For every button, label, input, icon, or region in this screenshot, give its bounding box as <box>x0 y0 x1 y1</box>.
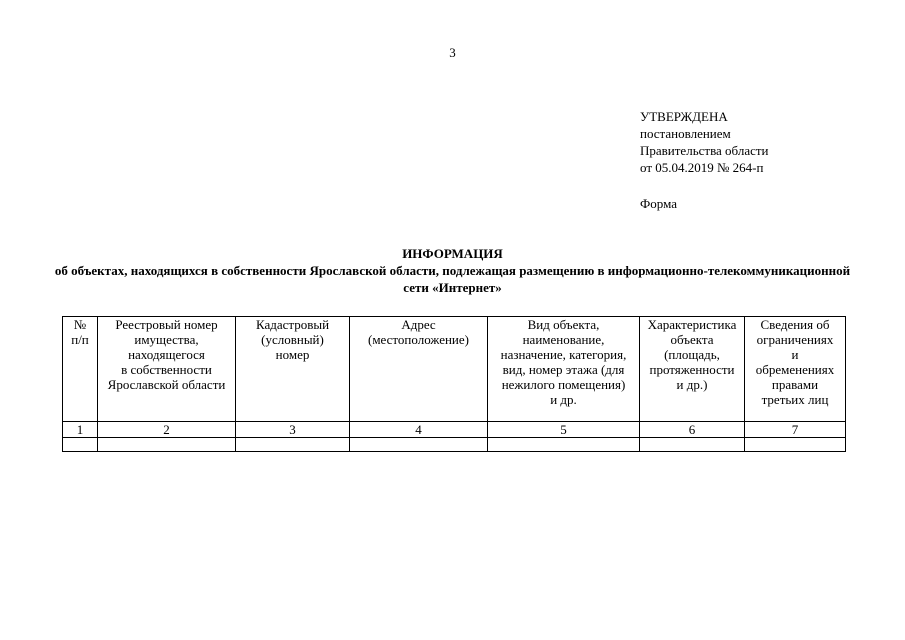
header-text-line: и др.) <box>676 377 708 392</box>
header-cell-characteristics <box>640 317 745 422</box>
document-title-block <box>0 245 905 296</box>
header-text-line: правами <box>771 377 819 392</box>
column-number-cell: 4 <box>350 422 488 438</box>
header-text-line: протяженности <box>649 362 735 377</box>
header-text-line: номер <box>275 347 310 362</box>
header-text-line: наименование, <box>522 332 605 347</box>
header-text-line: вид, номер этажа (для <box>502 362 625 377</box>
header-cell-index <box>63 317 98 422</box>
header-cell-address <box>350 317 488 422</box>
header-text-line: Реестровый номер <box>115 317 218 332</box>
empty-cell <box>488 438 640 452</box>
page-number: 3 <box>449 45 456 60</box>
empty-cell <box>98 438 236 452</box>
header-text-line: (условный) <box>261 332 324 347</box>
header-text-line: ограничениях <box>756 332 834 347</box>
approval-stamp <box>640 108 769 212</box>
empty-cell <box>640 438 745 452</box>
header-text-line: Вид объекта, <box>527 317 600 332</box>
header-text-line: имущества, <box>134 332 199 347</box>
document-subtitle: об объектах, находящихся в собственности Ярославской области, подлежащая размещению в информационно-телекоммуникационной сети «Интернет» <box>54 263 851 295</box>
table-header-row <box>63 317 846 422</box>
column-number-cell: 2 <box>98 422 236 438</box>
empty-cell <box>350 438 488 452</box>
column-number-cell: 1 <box>63 422 98 438</box>
header-cell-cadastral-number <box>236 317 350 422</box>
approval-status: УТВЕРЖДЕНА <box>640 109 728 124</box>
header-text-line: находящегося <box>128 347 205 362</box>
approval-date-number: от 05.04.2019 № 264-п <box>640 160 764 175</box>
objects-info-table <box>62 316 846 452</box>
header-text-line: назначение, категория, <box>500 347 627 362</box>
document-heading: ИНФОРМАЦИЯ <box>402 246 503 261</box>
header-cell-object-type <box>488 317 640 422</box>
header-text-line: Адрес <box>401 317 436 332</box>
header-text-line: нежилого помещения) <box>501 377 626 392</box>
header-text-line: Сведения об <box>760 317 830 332</box>
form-label: Форма <box>640 196 677 211</box>
empty-cell <box>745 438 846 452</box>
header-text-line: третьих лиц <box>761 392 829 407</box>
column-number-cell: 6 <box>640 422 745 438</box>
table-column-numbers-row <box>63 422 846 438</box>
header-text-line: Характеристика <box>647 317 737 332</box>
header-text-line: и др. <box>550 392 577 407</box>
header-text-line: (местоположение) <box>368 332 469 347</box>
header-cell-registry-number <box>98 317 236 422</box>
header-text-line: в собственности <box>121 362 212 377</box>
empty-cell <box>63 438 98 452</box>
column-number-cell: 5 <box>488 422 640 438</box>
header-text-line: Ярославской области <box>107 377 226 392</box>
table-empty-row <box>63 438 846 452</box>
approval-decree-type: постановлением <box>640 126 731 141</box>
header-text-line: обременениях <box>755 362 835 377</box>
column-number-cell: 7 <box>745 422 846 438</box>
header-text-line: № <box>73 317 87 332</box>
header-text-line: п/п <box>71 332 89 347</box>
header-text-line: (площадь, <box>664 347 720 362</box>
header-text-line: объекта <box>670 332 714 347</box>
empty-cell <box>236 438 350 452</box>
header-text-line: и <box>791 347 799 362</box>
column-number-cell: 3 <box>236 422 350 438</box>
approval-authority: Правительства области <box>640 143 769 158</box>
header-cell-encumbrances <box>745 317 846 422</box>
header-text-line: Кадастровый <box>255 317 330 332</box>
